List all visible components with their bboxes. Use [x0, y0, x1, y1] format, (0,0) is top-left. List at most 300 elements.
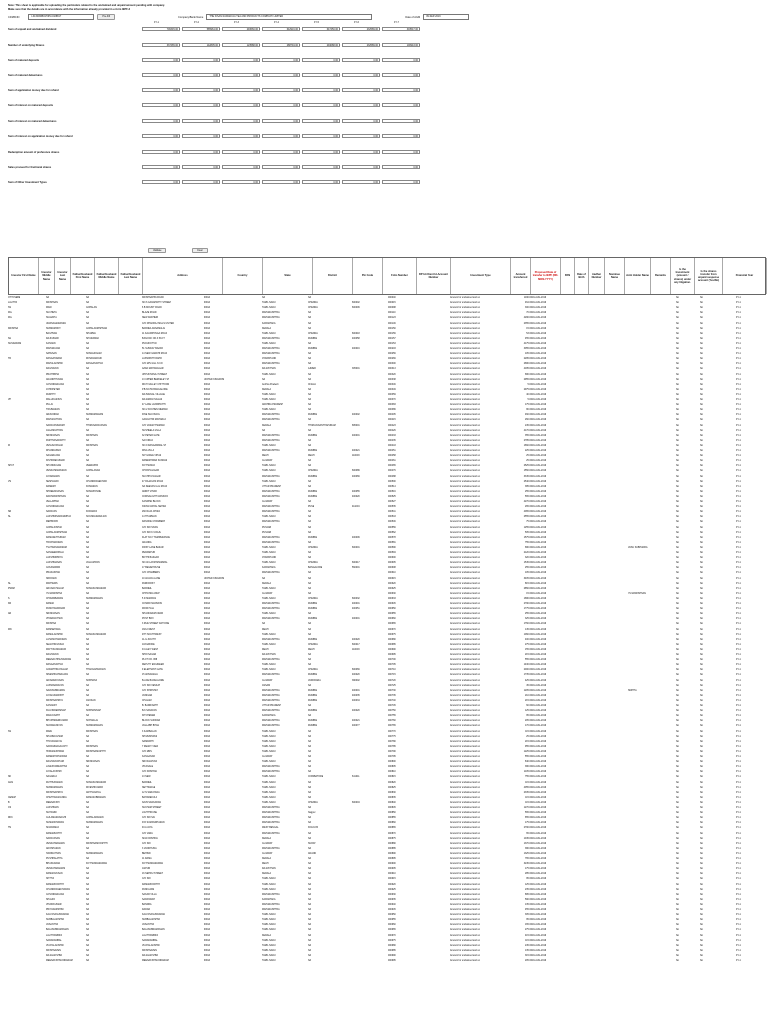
investor-last-name-cell[interactable]: GULAMARANAGHI [46, 817, 67, 820]
litigation-flag-cell[interactable]: No [676, 679, 679, 682]
district-cell[interactable]: MUMBAI [308, 348, 318, 350]
folio-number-cell[interactable]: 000203 [388, 348, 396, 350]
district-cell[interactable]: NA [308, 878, 312, 881]
litigation-flag-cell[interactable]: No [676, 557, 679, 560]
suspense-flag-cell[interactable]: No [700, 434, 703, 437]
financial-year-cell[interactable]: FY-1 [736, 929, 741, 932]
suspense-flag-cell[interactable]: No [700, 628, 703, 631]
investment-type-cell[interactable]: Amount for unclaimed and un [450, 353, 481, 356]
financial-year-cell[interactable]: FY-1 [736, 613, 741, 616]
proposed-date-cell[interactable]: 19-AUG-2019 [532, 383, 547, 386]
district-cell[interactable]: CHENNAI [308, 307, 319, 310]
country-cell[interactable]: INDIA [204, 506, 211, 509]
country-cell[interactable]: INDIA [204, 393, 211, 396]
folio-number-cell[interactable]: 000405 [388, 414, 396, 417]
folio-number-cell[interactable]: 000740 [388, 699, 396, 702]
amount-transferred-cell[interactable]: 105.00 [524, 353, 532, 356]
investment-type-cell[interactable]: Amount for unclaimed and un [450, 638, 481, 641]
country-cell[interactable]: INDIA [204, 837, 211, 840]
country-cell[interactable]: INDIA [204, 791, 211, 794]
district-cell[interactable]: NA [308, 745, 312, 748]
investment-type-cell[interactable]: Amount for unclaimed and un [450, 521, 481, 524]
amount-transferred-cell[interactable]: 155.00 [524, 648, 532, 651]
suspense-flag-cell[interactable]: No [700, 409, 703, 412]
investor-last-name-cell[interactable]: KALYANASUNDARAM [46, 914, 70, 917]
amount-transferred-cell[interactable]: 275.00 [524, 929, 532, 932]
suspense-flag-cell[interactable]: No [700, 934, 703, 937]
district-cell[interactable]: MUMBAI [308, 490, 318, 493]
state-cell[interactable]: TAMIL NADU [262, 883, 276, 886]
address-cell[interactable]: 11 KALIMPONGA ROAD [142, 332, 168, 335]
investment-type-cell[interactable]: Amount for unclaimed and un [450, 863, 481, 866]
suspense-flag-cell[interactable]: No [700, 327, 703, 330]
investment-type-cell[interactable]: Amount for unclaimed and un [450, 689, 481, 692]
financial-year-cell[interactable]: FY-1 [736, 934, 741, 937]
country-cell[interactable]: INDIA [204, 618, 211, 621]
financial-year-cell[interactable]: FY-1 [736, 699, 741, 702]
father-name-cell[interactable]: NA [86, 297, 90, 299]
pin-code-cell[interactable]: 110003 [352, 455, 360, 458]
country-cell[interactable]: INDIA [204, 919, 211, 922]
investment-type-cell[interactable]: Amount for unclaimed and un [450, 592, 481, 595]
suspense-flag-cell[interactable]: No [700, 827, 703, 830]
country-cell[interactable]: INDIA [204, 307, 211, 310]
address-cell[interactable]: SUSHEELA VILLA [142, 429, 162, 432]
investor-last-name-cell[interactable]: MANJUNATH [46, 715, 60, 718]
country-cell[interactable]: INDIA [204, 710, 211, 713]
father-name-cell[interactable]: NA [86, 552, 90, 554]
suspense-flag-cell[interactable]: No [700, 837, 703, 840]
amount-transferred-cell[interactable]: 4290.00 [523, 317, 532, 320]
suspense-flag-cell[interactable]: No [700, 618, 703, 621]
amount-transferred-cell[interactable]: 455.00 [524, 909, 532, 911]
address-cell[interactable]: NO.9 RANGAMMAL ST [142, 444, 167, 447]
address-cell[interactable]: 9 ELEPHANT GATE [142, 669, 163, 672]
suspense-flag-cell[interactable]: No [700, 654, 703, 656]
investment-type-cell[interactable]: Amount for unclaimed and un [450, 409, 481, 412]
address-cell[interactable]: 11-G-SOUTH [142, 638, 156, 641]
suspense-flag-cell[interactable]: No [700, 373, 703, 376]
investment-type-cell[interactable]: Amount for unclaimed and un [450, 419, 481, 422]
address-cell[interactable]: PUDUKOTTAI [142, 342, 157, 345]
district-cell[interactable]: NA [308, 730, 312, 733]
investor-first-name-cell[interactable]: SPCT [8, 465, 15, 468]
folio-number-cell[interactable]: 000665 [388, 623, 396, 626]
district-cell[interactable]: Nagpur [308, 812, 316, 815]
suspense-flag-cell[interactable]: No [700, 643, 703, 646]
suspense-flag-cell[interactable]: No [700, 562, 703, 565]
investment-type-cell[interactable]: Amount for unclaimed and un [450, 429, 481, 432]
summary-value-cell[interactable]: 0.00 [142, 73, 180, 77]
state-cell[interactable]: TAMIL NADU [262, 516, 276, 519]
proposed-date-cell[interactable]: 19-AUG-2019 [532, 603, 547, 605]
financial-year-cell[interactable]: FY-1 [736, 363, 741, 366]
litigation-flag-cell[interactable]: No [676, 577, 679, 580]
investment-type-cell[interactable]: Amount for unclaimed and un [450, 368, 481, 371]
suspense-flag-cell[interactable]: No [700, 954, 703, 957]
investor-last-name-cell[interactable]: VASANTHA [46, 924, 59, 927]
district-cell[interactable]: NA [308, 353, 312, 356]
litigation-flag-cell[interactable]: No [676, 664, 679, 667]
financial-year-cell[interactable]: FY-1 [736, 302, 741, 305]
address-cell[interactable]: LIGHTHOUSE [142, 812, 157, 815]
investment-type-cell[interactable]: Amount for unclaimed and un [450, 914, 481, 917]
proposed-date-cell[interactable]: 19-AUG-2019 [532, 659, 547, 662]
amount-transferred-cell[interactable]: 3345.00 [523, 475, 532, 478]
country-cell[interactable]: INDIA [204, 439, 211, 442]
address-cell[interactable]: F4 ALEY WEST [142, 648, 159, 651]
folio-number-cell[interactable]: 000780 [388, 740, 396, 743]
summary-value-cell[interactable]: 647450.00 [302, 27, 340, 31]
proposed-date-cell[interactable]: 19-AUG-2019 [532, 934, 547, 937]
suspense-flag-cell[interactable]: No [700, 710, 703, 713]
investment-type-cell[interactable]: Amount for unclaimed and un [450, 455, 481, 458]
father-name-cell[interactable]: ASOKAN [86, 699, 96, 702]
investor-last-name-cell[interactable]: VENUGOPALAN [46, 444, 64, 447]
pin-code-cell[interactable]: 400001 [352, 689, 360, 692]
address-cell[interactable]: SAKAR VILLA [142, 893, 157, 896]
amount-transferred-cell[interactable]: 840.00 [524, 761, 532, 764]
country-cell[interactable]: INDIA [204, 511, 211, 514]
investment-type-cell[interactable]: Amount for unclaimed and un [450, 893, 481, 896]
address-cell[interactable]: RAMESHWAR SUNDAR [142, 460, 168, 463]
father-name-cell[interactable]: SUBRAMANIAN [86, 852, 103, 855]
litigation-flag-cell[interactable]: No [676, 776, 679, 779]
country-cell[interactable]: INDIA [204, 465, 211, 468]
district-cell[interactable]: NA [308, 521, 312, 524]
address-cell[interactable]: 3 KAZIBALAN [142, 730, 157, 733]
summary-value-cell[interactable]: 0.00 [382, 103, 420, 107]
folio-number-cell[interactable]: 000500 [388, 480, 396, 483]
suspense-flag-cell[interactable]: No [700, 429, 703, 432]
district-cell[interactable]: MUMBAI [308, 414, 318, 417]
folio-number-cell[interactable]: 000426 [388, 429, 396, 432]
address-cell[interactable]: 94 A JAYA [142, 827, 153, 830]
proposed-date-cell[interactable]: 19-AUG-2019 [532, 878, 547, 881]
country-cell[interactable]: INDIA [204, 863, 211, 866]
address-cell[interactable]: B-6 SANATAN [142, 710, 157, 713]
investor-last-name-cell[interactable]: LAXMINARAYAN [46, 684, 64, 687]
address-cell[interactable]: C/O VARA [142, 832, 153, 835]
folio-number-cell[interactable]: 000535 [388, 506, 396, 509]
father-name-cell[interactable]: NA [86, 893, 90, 896]
suspense-flag-cell[interactable]: No [700, 485, 703, 488]
financial-year-cell[interactable]: FY-1 [736, 863, 741, 866]
state-cell[interactable]: MAHARASHTRA [262, 659, 280, 662]
investment-type-cell[interactable]: Amount for unclaimed and un [450, 444, 481, 447]
investment-type-cell[interactable]: Amount for unclaimed and un [450, 939, 481, 942]
proposed-date-cell[interactable]: 19-AUG-2019 [532, 694, 547, 697]
country-cell[interactable]: INDIA [204, 337, 211, 340]
district-cell[interactable]: NA [308, 388, 312, 391]
investor-last-name-cell[interactable]: KULVINDERSINGH [46, 710, 67, 713]
financial-year-cell[interactable]: FY-1 [736, 654, 741, 656]
litigation-flag-cell[interactable]: No [676, 720, 679, 723]
father-name-cell[interactable]: NA [86, 674, 90, 677]
pin-code-cell[interactable]: 600032 [352, 597, 360, 600]
address-cell[interactable]: PERAMPUR [142, 552, 156, 554]
amount-transferred-cell[interactable]: 300.00 [524, 307, 532, 310]
litigation-flag-cell[interactable]: No [676, 348, 679, 350]
investment-type-cell[interactable]: Amount for unclaimed and un [450, 582, 481, 585]
state-cell[interactable]: MAHARASHTRA [262, 353, 280, 356]
investor-last-name-cell[interactable]: PRAKASHAM [46, 572, 61, 575]
pin-code-cell[interactable]: 560001 [352, 567, 360, 570]
country-cell[interactable]: INDIA [204, 414, 211, 417]
summary-value-cell[interactable]: 0.00 [182, 119, 220, 123]
proposed-date-cell[interactable]: 19-AUG-2019 [532, 735, 547, 738]
investment-type-cell[interactable]: Amount for unclaimed and un [450, 745, 481, 748]
district-cell[interactable]: MUMBAI [308, 608, 318, 611]
proposed-date-cell[interactable]: 19-AUG-2019 [532, 552, 547, 554]
state-cell[interactable]: GUJARAT [262, 592, 273, 595]
father-name-cell[interactable]: SOMAPONNE [86, 490, 101, 493]
proposed-date-cell[interactable]: 19-AUG-2019 [532, 638, 547, 641]
district-cell[interactable]: CHENNAI [308, 597, 319, 600]
father-name-cell[interactable]: NA [86, 383, 90, 386]
country-cell[interactable]: INDIA [204, 455, 211, 458]
suspense-flag-cell[interactable]: No [700, 439, 703, 442]
folio-number-cell[interactable]: 000750 [388, 710, 396, 713]
folio-number-cell[interactable]: 000423 [388, 424, 396, 427]
father-name-cell[interactable]: NA [86, 868, 90, 871]
folio-number-cell[interactable]: 000860 [388, 822, 396, 825]
address-cell[interactable]: 16/12 WEST [142, 628, 156, 631]
amount-transferred-cell[interactable]: 680.00 [524, 546, 532, 549]
financial-year-cell[interactable]: FY-1 [736, 679, 741, 682]
suspense-flag-cell[interactable]: No [700, 674, 703, 677]
suspense-flag-cell[interactable]: No [700, 455, 703, 458]
investor-first-name-cell[interactable]: PSRM [8, 587, 15, 590]
amount-transferred-cell[interactable]: 355.00 [524, 434, 532, 437]
summary-value-cell[interactable]: 0.00 [142, 103, 180, 107]
proposed-date-cell[interactable]: 19-AUG-2019 [532, 664, 547, 667]
litigation-flag-cell[interactable]: No [676, 332, 679, 335]
district-cell[interactable]: NA [308, 373, 312, 376]
address-cell[interactable]: KALYANASUNDARAM [142, 914, 166, 917]
amount-transferred-cell[interactable]: 655.00 [524, 817, 532, 820]
state-cell[interactable]: Andhra Pradesh [262, 383, 279, 386]
amount-transferred-cell[interactable]: 15.00 [526, 592, 532, 595]
investor-last-name-cell[interactable]: SUHASINI [46, 812, 57, 815]
litigation-flag-cell[interactable]: No [676, 546, 679, 549]
address-cell[interactable]: CHALAM [142, 699, 152, 702]
suspense-flag-cell[interactable]: No [700, 582, 703, 585]
suspense-flag-cell[interactable]: No [700, 337, 703, 340]
pin-code-cell[interactable]: 600017 [352, 643, 360, 646]
investment-type-cell[interactable]: Amount for unclaimed and un [450, 858, 481, 860]
financial-year-cell[interactable]: FY-1 [736, 648, 741, 651]
country-cell[interactable]: INDIA [204, 444, 211, 447]
pin-code-cell[interactable]: 110003 [352, 648, 360, 651]
litigation-flag-cell[interactable]: No [676, 873, 679, 876]
investment-type-cell[interactable]: Amount for unclaimed and un [450, 363, 481, 366]
father-name-cell[interactable]: NA [86, 648, 90, 651]
father-name-cell[interactable]: NA [86, 827, 90, 830]
suspense-flag-cell[interactable]: No [700, 592, 703, 595]
investor-last-name-cell[interactable]: SARADAMBAL [46, 939, 62, 942]
address-cell[interactable]: 13 NEW [142, 776, 151, 779]
country-cell[interactable]: INDIA [204, 807, 211, 809]
suspense-flag-cell[interactable]: No [700, 960, 703, 962]
amount-transferred-cell[interactable]: 75.00 [526, 521, 532, 524]
proposed-date-cell[interactable]: 19-AUG-2019 [532, 699, 547, 702]
financial-year-cell[interactable]: FY-1 [736, 796, 741, 799]
father-name-cell[interactable]: NA [86, 883, 90, 886]
amount-transferred-cell[interactable]: 205.00 [524, 960, 532, 962]
investor-last-name-cell[interactable]: SANGEEDIPALLI [46, 552, 64, 554]
litigation-flag-cell[interactable]: No [676, 633, 679, 636]
investment-type-cell[interactable]: Amount for unclaimed and un [450, 822, 481, 825]
state-cell[interactable]: TAMIL NADU [262, 562, 276, 565]
country-cell[interactable]: INDIA [204, 776, 211, 779]
state-cell[interactable]: GUJARAT [262, 679, 273, 682]
proposed-date-cell[interactable]: 19-AUG-2019 [532, 444, 547, 447]
district-cell[interactable]: NA [308, 439, 312, 442]
suspense-flag-cell[interactable]: No [700, 659, 703, 662]
state-cell[interactable]: MAHARASHTRA [262, 725, 280, 728]
folio-number-cell[interactable]: 000955 [388, 919, 396, 922]
address-cell[interactable]: C/O SRI K.V.RAJU [142, 531, 162, 534]
investor-first-name-cell[interactable]: MN [8, 628, 12, 631]
investment-type-cell[interactable]: Amount for unclaimed and un [450, 725, 481, 728]
address-cell[interactable]: SHIVESHWAR [142, 735, 158, 738]
father-name-cell[interactable]: NA [86, 812, 90, 815]
father-name-cell[interactable]: NA [86, 393, 90, 396]
investor-last-name-cell[interactable]: NAVASUBRAMAN [46, 689, 65, 692]
state-cell[interactable]: KARNATAKA [262, 567, 276, 570]
summary-value-cell[interactable]: 0.00 [262, 103, 300, 107]
proposed-date-cell[interactable]: 19-AUG-2019 [532, 521, 547, 524]
summary-value-cell[interactable]: 0.00 [262, 134, 300, 138]
folio-number-cell[interactable]: 000840 [388, 801, 396, 804]
investor-last-name-cell[interactable]: BALASUBRAMANIAN [46, 929, 69, 932]
state-cell[interactable]: NA [262, 378, 266, 381]
investor-last-name-cell[interactable]: NAGARAJ [46, 776, 57, 779]
financial-year-cell[interactable]: FY-1 [736, 480, 741, 483]
amount-transferred-cell[interactable]: 265.00 [524, 506, 532, 509]
amount-transferred-cell[interactable]: 1370.00 [523, 842, 532, 845]
litigation-flag-cell[interactable]: No [676, 847, 679, 850]
father-name-cell[interactable]: NA [86, 623, 90, 626]
proposed-date-cell[interactable]: 19-AUG-2019 [532, 715, 547, 718]
district-cell[interactable]: NA [308, 592, 312, 595]
financial-year-cell[interactable]: FY-1 [736, 332, 741, 335]
financial-year-cell[interactable]: FY-1 [736, 725, 741, 728]
amount-transferred-cell[interactable]: 380.00 [524, 847, 532, 850]
folio-number-cell[interactable]: 000630 [388, 592, 396, 595]
litigation-flag-cell[interactable]: No [676, 858, 679, 860]
proposed-date-cell[interactable]: 19-AUG-2019 [532, 847, 547, 850]
proposed-date-cell[interactable]: 19-AUG-2019 [532, 817, 547, 820]
summary-value-cell[interactable]: 0.00 [302, 134, 340, 138]
folio-number-cell[interactable]: 000516 [388, 490, 396, 493]
state-cell[interactable]: MAHARASHTRA [262, 439, 280, 442]
investment-type-cell[interactable]: Amount for unclaimed and un [450, 378, 481, 381]
investor-last-name-cell[interactable]: SEACHINIVASAN [46, 643, 65, 646]
amount-transferred-cell[interactable]: 505.00 [524, 531, 532, 534]
father-name-cell[interactable]: NA [86, 322, 90, 325]
amount-transferred-cell[interactable]: 5.00 [527, 399, 532, 401]
folio-number-cell[interactable]: 000990 [388, 954, 396, 957]
country-cell[interactable]: INDIA [204, 475, 211, 478]
address-cell[interactable]: NA SEEVANI LAL ROAD [142, 485, 168, 488]
country-cell[interactable]: INDIA [204, 521, 211, 524]
district-cell[interactable]: NA [308, 898, 312, 901]
litigation-flag-cell[interactable]: No [676, 878, 679, 881]
district-cell[interactable]: NA [308, 837, 312, 840]
joint-holder-name-cell[interactable]: SMITHA [628, 689, 637, 692]
amount-transferred-cell[interactable]: 305.00 [524, 914, 532, 917]
investor-last-name-cell[interactable]: JAYALAKSHMI [46, 771, 62, 774]
amount-transferred-cell[interactable]: 2295.00 [523, 358, 532, 361]
country-cell[interactable]: INDIA [204, 348, 211, 350]
investor-last-name-cell[interactable]: RAJKUMAR [46, 337, 59, 340]
financial-year-cell[interactable]: FY-1 [736, 827, 741, 830]
folio-number-cell[interactable]: 000960 [388, 924, 396, 927]
summary-value-cell[interactable]: 142805.00 [182, 43, 220, 47]
proposed-date-cell[interactable]: 19-AUG-2019 [532, 883, 547, 886]
father-name-cell[interactable]: NA [86, 317, 90, 320]
amount-transferred-cell[interactable]: 1105.00 [523, 771, 532, 774]
financial-year-cell[interactable]: FY-1 [736, 424, 741, 427]
proposed-date-cell[interactable]: 19-AUG-2019 [532, 893, 547, 896]
investment-type-cell[interactable]: Amount for unclaimed and un [450, 735, 481, 738]
father-name-cell[interactable]: THANGAPANDIAN [86, 669, 106, 672]
address-cell[interactable]: C/O SRI VENKAT [142, 684, 161, 687]
investment-type-cell[interactable]: Amount for unclaimed and un [450, 623, 481, 626]
investment-type-cell[interactable]: Amount for unclaimed and un [450, 603, 481, 605]
investor-last-name-cell[interactable]: SIVARAMAN [46, 827, 60, 830]
litigation-flag-cell[interactable]: No [676, 883, 679, 886]
suspense-flag-cell[interactable]: No [700, 944, 703, 947]
district-cell[interactable]: NA [308, 582, 312, 585]
investor-last-name-cell[interactable]: BAGHVAN [46, 332, 58, 335]
litigation-flag-cell[interactable]: No [676, 832, 679, 835]
district-cell[interactable]: NA [308, 664, 312, 667]
summary-value-cell[interactable]: 0.00 [222, 165, 260, 169]
investor-last-name-cell[interactable]: ARUNACHALAM [46, 587, 64, 590]
summary-value-cell[interactable]: 0.00 [222, 88, 260, 92]
proposed-date-cell[interactable]: 19-AUG-2019 [532, 572, 547, 575]
suspense-flag-cell[interactable]: No [700, 501, 703, 503]
address-cell[interactable]: C/O SRI SAI [142, 817, 155, 820]
father-name-cell[interactable]: NA [86, 954, 90, 957]
financial-year-cell[interactable]: FY-1 [736, 297, 741, 299]
state-cell[interactable]: MAHARASHTRA [262, 608, 280, 611]
address-cell[interactable]: BARNEIL [142, 587, 152, 590]
district-cell[interactable]: NA [308, 807, 312, 809]
folio-number-cell[interactable]: 000541 [388, 511, 396, 514]
litigation-flag-cell[interactable]: No [676, 791, 679, 794]
state-cell[interactable]: JHARKHAND [262, 358, 277, 361]
father-name-cell[interactable]: NA [86, 429, 90, 432]
investor-last-name-cell[interactable]: MAHALAKSHMI [46, 363, 63, 366]
folio-number-cell[interactable]: 000950 [388, 914, 396, 917]
summary-value-cell[interactable]: 0.00 [342, 134, 380, 138]
address-cell[interactable]: NO.2 KOCHEN MEMANI [142, 409, 168, 412]
amount-transferred-cell[interactable]: 53.00 [526, 332, 532, 335]
suspense-flag-cell[interactable]: No [700, 720, 703, 723]
summary-value-cell[interactable]: 123588.00 [222, 43, 260, 47]
suspense-flag-cell[interactable]: No [700, 383, 703, 386]
financial-year-cell[interactable]: FY-1 [736, 409, 741, 412]
litigation-flag-cell[interactable]: No [676, 603, 679, 605]
suspense-flag-cell[interactable]: No [700, 914, 703, 917]
investor-last-name-cell[interactable]: THAYANANYAL [46, 740, 63, 743]
proposed-date-cell[interactable]: 19-AUG-2019 [532, 393, 547, 396]
investment-type-cell[interactable]: Amount for unclaimed and un [450, 909, 481, 911]
